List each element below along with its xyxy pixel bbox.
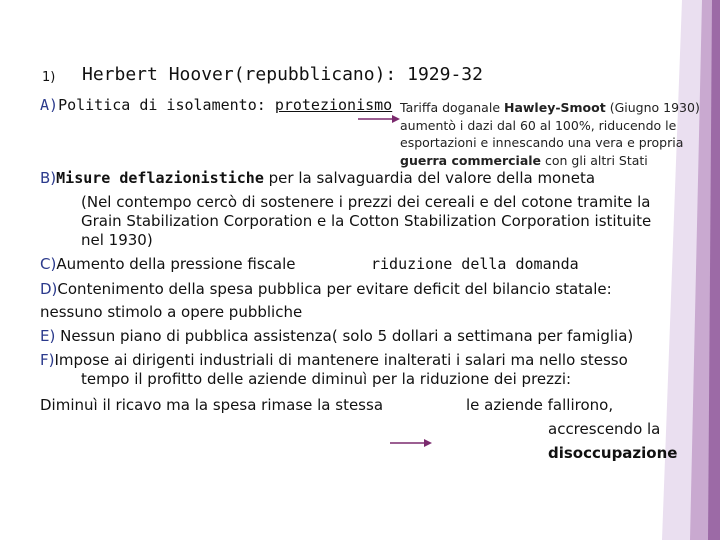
point-e-text: Nessun piano di pubblica assistenza( solo 5 dollari a settimana per famiglia) <box>55 327 634 345</box>
tariff-note <box>400 99 720 169</box>
arrow-icon <box>358 114 400 124</box>
note-line3: esportazioni e innescando una vera e propria <box>400 135 684 150</box>
point-f-prefix: F) <box>40 351 55 369</box>
note-line1-pre: Tariffa doganale <box>400 100 504 115</box>
point-b-bold: Misure deflazionistiche <box>56 169 264 187</box>
point-b <box>40 168 595 188</box>
point-a-text: Politica di isolamento: <box>58 96 275 114</box>
point-a-prefix: A) <box>40 96 59 114</box>
point-c-result: riduzione della domanda <box>371 255 579 273</box>
item-number: 1) <box>42 70 56 85</box>
note-hawley-smoot: Hawley-Smoot <box>503 100 606 115</box>
point-a <box>40 95 392 115</box>
final-statement: Diminuì il ricavo ma la spesa rimase la stessa <box>40 396 384 414</box>
point-b-text: per la salvaguardia del valore della moneta <box>263 169 596 187</box>
point-c-text: Aumento della pressione fiscale <box>56 255 296 273</box>
point-b-detail-3: nel 1930) <box>81 231 153 249</box>
arrow-icon <box>390 438 432 448</box>
note-line4-post: con gli altri Stati <box>541 152 648 168</box>
protezionismo-link: protezionismo <box>274 96 393 114</box>
note-guerra-commerciale: guerra commerciale <box>400 152 542 168</box>
point-f-text: Impose ai dirigenti industriali di mantenere inalterati i salari ma nello stesso <box>54 351 628 369</box>
point-d-prefix: D) <box>40 280 58 298</box>
final-result-3: disoccupazione <box>548 444 678 462</box>
point-f-line2: tempo il profitto delle aziende diminuì per la riduzione dei prezzi: <box>81 370 572 388</box>
point-f-line1 <box>40 350 628 370</box>
point-c-prefix: C) <box>40 255 57 273</box>
point-c <box>40 254 295 274</box>
point-b-prefix: B) <box>40 169 57 187</box>
point-d-line1 <box>40 279 612 299</box>
point-d-text: Contenimento della spesa pubblica per evitare deficit del bilancio statale: <box>57 280 612 298</box>
page-title: Herbert Hoover(repubblicano): 1929-32 <box>82 64 483 85</box>
point-b-detail-1: (Nel contempo cercò di sostenere i prezzi dei cereali e del cotone tramite la <box>81 193 651 211</box>
note-line2: aumentò i dazi dal 60 al 100%, riducendo le <box>400 117 677 133</box>
point-e <box>40 326 633 346</box>
final-result-2: accrescendo la <box>548 420 661 438</box>
note-line1-post: (Giugno 1930) <box>605 100 700 115</box>
point-b-detail-2: Grain Stabilization Corporation e la Cotton Stabilization Corporation istituite <box>81 212 652 230</box>
point-e-prefix: E) <box>40 327 56 345</box>
final-result-1: le aziende fallirono, <box>466 396 614 414</box>
point-d-line2: nessuno stimolo a opere pubbliche <box>40 303 303 321</box>
